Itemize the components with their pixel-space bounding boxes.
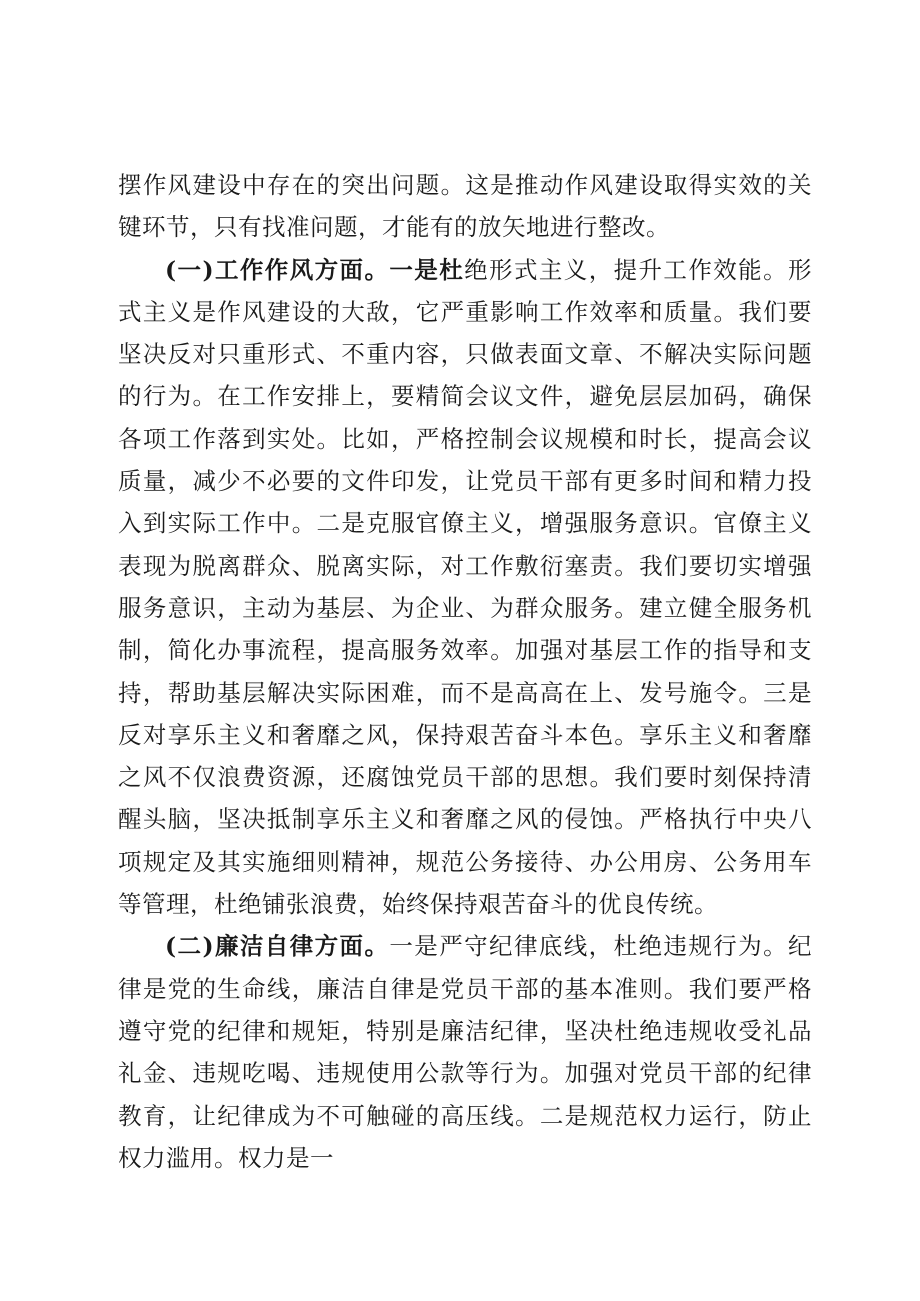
intro-paragraph: 摆作风建设中存在的突出问题。这是推动作风建设取得实效的关键环节，只有找准问题，才能有的放矢地进行整改。 (118, 171, 812, 242)
section-two-body: 一是严守纪律底线，杜绝违规行为。纪律是党的生命线，廉洁自律是党员干部的基本准则。我们要严格遵守党的纪律和规矩，特别是廉洁纪律，坚决杜绝违规收受礼品礼金、违规吃喝、违规使用公款等行为。加强对党员干部的纪律教育，让纪律成为不可触碰的高压线。二是规范权力运行，防止权力滥用。权力是一 (118, 932, 812, 1172)
document-body (118, 164, 812, 1179)
section-one-heading: (一)工作作风方面。 (165, 255, 390, 284)
section-one-lead: 一是杜 (389, 255, 465, 284)
section-two-heading: (二)廉洁自律方面。 (165, 932, 390, 961)
section-one-paragraph (118, 249, 812, 926)
section-two-paragraph (118, 925, 812, 1179)
section-one-body: 绝形式主义，提升工作效能。形式主义是作风建设的大敌，它严重影响工作效率和质量。我们要坚决反对只重形式、不重内容，只做表面文章、不解决实际问题的行为。在工作安排上，要精简会议文件，避免层层加码，确保各项工作落到实处。比如，严格控制会议规模和时长，提高会议质量，减少不必要的文件印发，让党员干部有更多时间和精力投入到实际工作中。二是克服官僚主义，增强服务意识。官僚主义表现为脱离群众、脱离实际，对工作敷衍塞责。我们要切实增强服务意识，主动为基层、为企业、为群众服务。建立健全服务机制，简化办事流程，提高服务效率。加强对基层工作的指导和支持，帮助基层解决实际困难，而不是高高在上、发号施令。三是反对享乐主义和奢靡之风，保持艰苦奋斗本色。享乐主义和奢靡之风不仅浪费资源，还腐蚀党员干部的思想。我们要时刻保持清醒头脑，坚决抵制享乐主义和奢靡之风的侵蚀。严格执行中央八项规定及其实施细则精神，规范公务接待、办公用房、公务用车等管理，杜绝铺张浪费，始终保持艰苦奋斗的优良传统。 (118, 255, 812, 919)
